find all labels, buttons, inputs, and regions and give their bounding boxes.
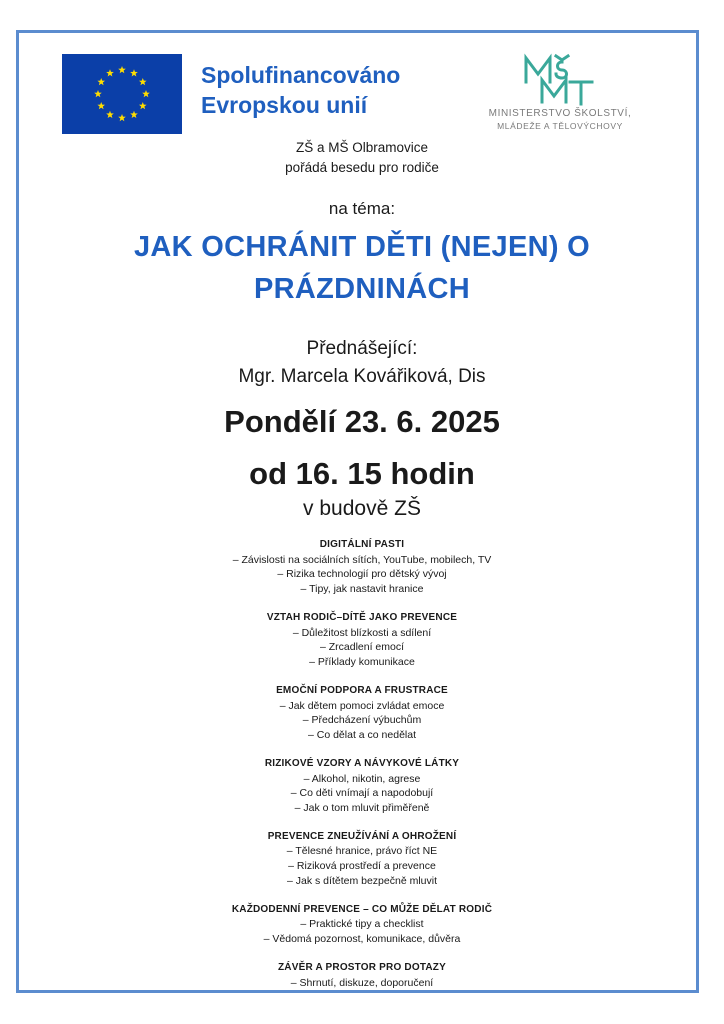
program-section-title: VZTAH RODIČ–DÍTĚ JAKO PREVENCE xyxy=(266,611,458,623)
program-item: – Důležitost blízkosti a sdílení xyxy=(292,626,432,639)
msmt-name-line2: MLÁDEŽE A TĚLOVÝCHOVY xyxy=(497,121,623,131)
program-section xyxy=(0,903,724,947)
program-item: – Zrcadlení emocí xyxy=(319,641,405,654)
program-item: – Riziková prostředí a prevence xyxy=(288,860,436,873)
program-section-title: RIZIKOVÉ VZORY A NÁVYKOVÉ LÁTKY xyxy=(264,757,460,769)
program-item: – Příklady komunikace xyxy=(309,655,415,668)
program-item: – Praktické tipy a checklist xyxy=(300,918,424,931)
program-section xyxy=(0,611,724,669)
eu-star-icon xyxy=(97,78,105,85)
msmt-monogram-icon xyxy=(520,52,600,108)
eu-star-icon xyxy=(139,78,147,85)
eu-star-icon xyxy=(130,111,138,118)
lecturer-name: Mgr. Marcela Kovářiková, Dis xyxy=(238,366,486,387)
program-item: – Jak s dítětem bezpečně mluvit xyxy=(287,874,437,887)
lecturer-block xyxy=(0,335,724,391)
event-date: Pondělí 23. 6. 2025 xyxy=(224,404,500,439)
eu-text-line2: Evropskou unií xyxy=(201,92,368,118)
organizer-subtitle: pořádá besedu pro rodiče xyxy=(285,160,439,175)
program-item: – Jak o tom mluvit přiměřeně xyxy=(294,801,430,814)
program-section-title: KAŽDODENNÍ PREVENCE – CO MŮŽE DĚLAT RODIČ xyxy=(231,903,493,915)
program-section-title: DIGITÁLNÍ PASTI xyxy=(319,539,405,550)
eu-flag-logo xyxy=(62,54,182,134)
program-section-title: ZÁVĚR A PROSTOR PRO DOTAZY xyxy=(278,962,446,974)
eu-star-icon xyxy=(142,90,150,97)
title-line1: JAK OCHRÁNIT DĚTI (NEJEN) O xyxy=(133,231,590,263)
event-datetime xyxy=(0,396,724,500)
event-title xyxy=(0,226,724,310)
program-section-title: EMOČNÍ PODPORA A FRUSTRACE xyxy=(276,684,448,696)
program-section xyxy=(0,684,724,742)
program-section xyxy=(0,830,724,888)
eu-star-icon xyxy=(106,69,114,76)
title-line2: PRÁZDNINÁCH xyxy=(254,273,470,305)
eu-stars-icon xyxy=(62,54,182,134)
program-section-title: PREVENCE ZNEUŽÍVÁNÍ A OHROŽENÍ xyxy=(267,830,457,842)
lecturer-label: Přednášející: xyxy=(306,338,418,359)
eu-star-icon xyxy=(94,90,102,97)
program-section xyxy=(0,538,724,596)
eu-star-icon xyxy=(118,114,126,121)
event-time: od 16. 15 hodin xyxy=(249,456,475,491)
organizer-name: ZŠ a MŠ Olbramovice xyxy=(295,140,429,155)
program-list xyxy=(0,538,724,1005)
eu-cofinanced-text xyxy=(201,60,400,120)
eu-star-icon xyxy=(139,102,147,109)
program-item: – Předcházení výbuchům xyxy=(302,714,422,727)
eu-star-icon xyxy=(97,102,105,109)
event-place: v budově ZŠ xyxy=(303,497,421,520)
program-item: – Alkohol, nikotin, agrese xyxy=(303,772,421,785)
eu-star-icon xyxy=(130,69,138,76)
msmt-logo xyxy=(470,52,650,142)
eu-text-line1: Spolufinancováno xyxy=(201,62,401,88)
program-section xyxy=(0,961,724,990)
program-item: – Tipy, jak nastavit hranice xyxy=(300,582,424,595)
program-item: – Vědomá pozornost, komunikace, důvěra xyxy=(263,933,461,946)
msmt-name-line1: MINISTERSTVO ŠKOLSTVÍ, xyxy=(488,108,632,119)
program-item: – Shrnutí, diskuze, doporučení xyxy=(290,976,434,989)
eu-star-icon xyxy=(106,111,114,118)
program-item: – Rizika technologií pro dětský vývoj xyxy=(277,568,447,581)
program-item: – Co děti vnímají a napodobují xyxy=(290,787,434,800)
program-item: – Tělesné hranice, právo říct NE xyxy=(286,845,438,858)
program-item: – Závislosti na sociálních sítích, YouTube, mobilech, TV xyxy=(232,553,492,566)
program-item: – Jak dětem pomoci zvládat emoce xyxy=(279,699,445,712)
eu-star-icon xyxy=(118,66,126,73)
program-section xyxy=(0,757,724,815)
program-item: – Co dělat a co nedělat xyxy=(308,728,416,741)
organizer-block xyxy=(0,138,724,178)
topic-label: na téma: xyxy=(328,199,396,218)
